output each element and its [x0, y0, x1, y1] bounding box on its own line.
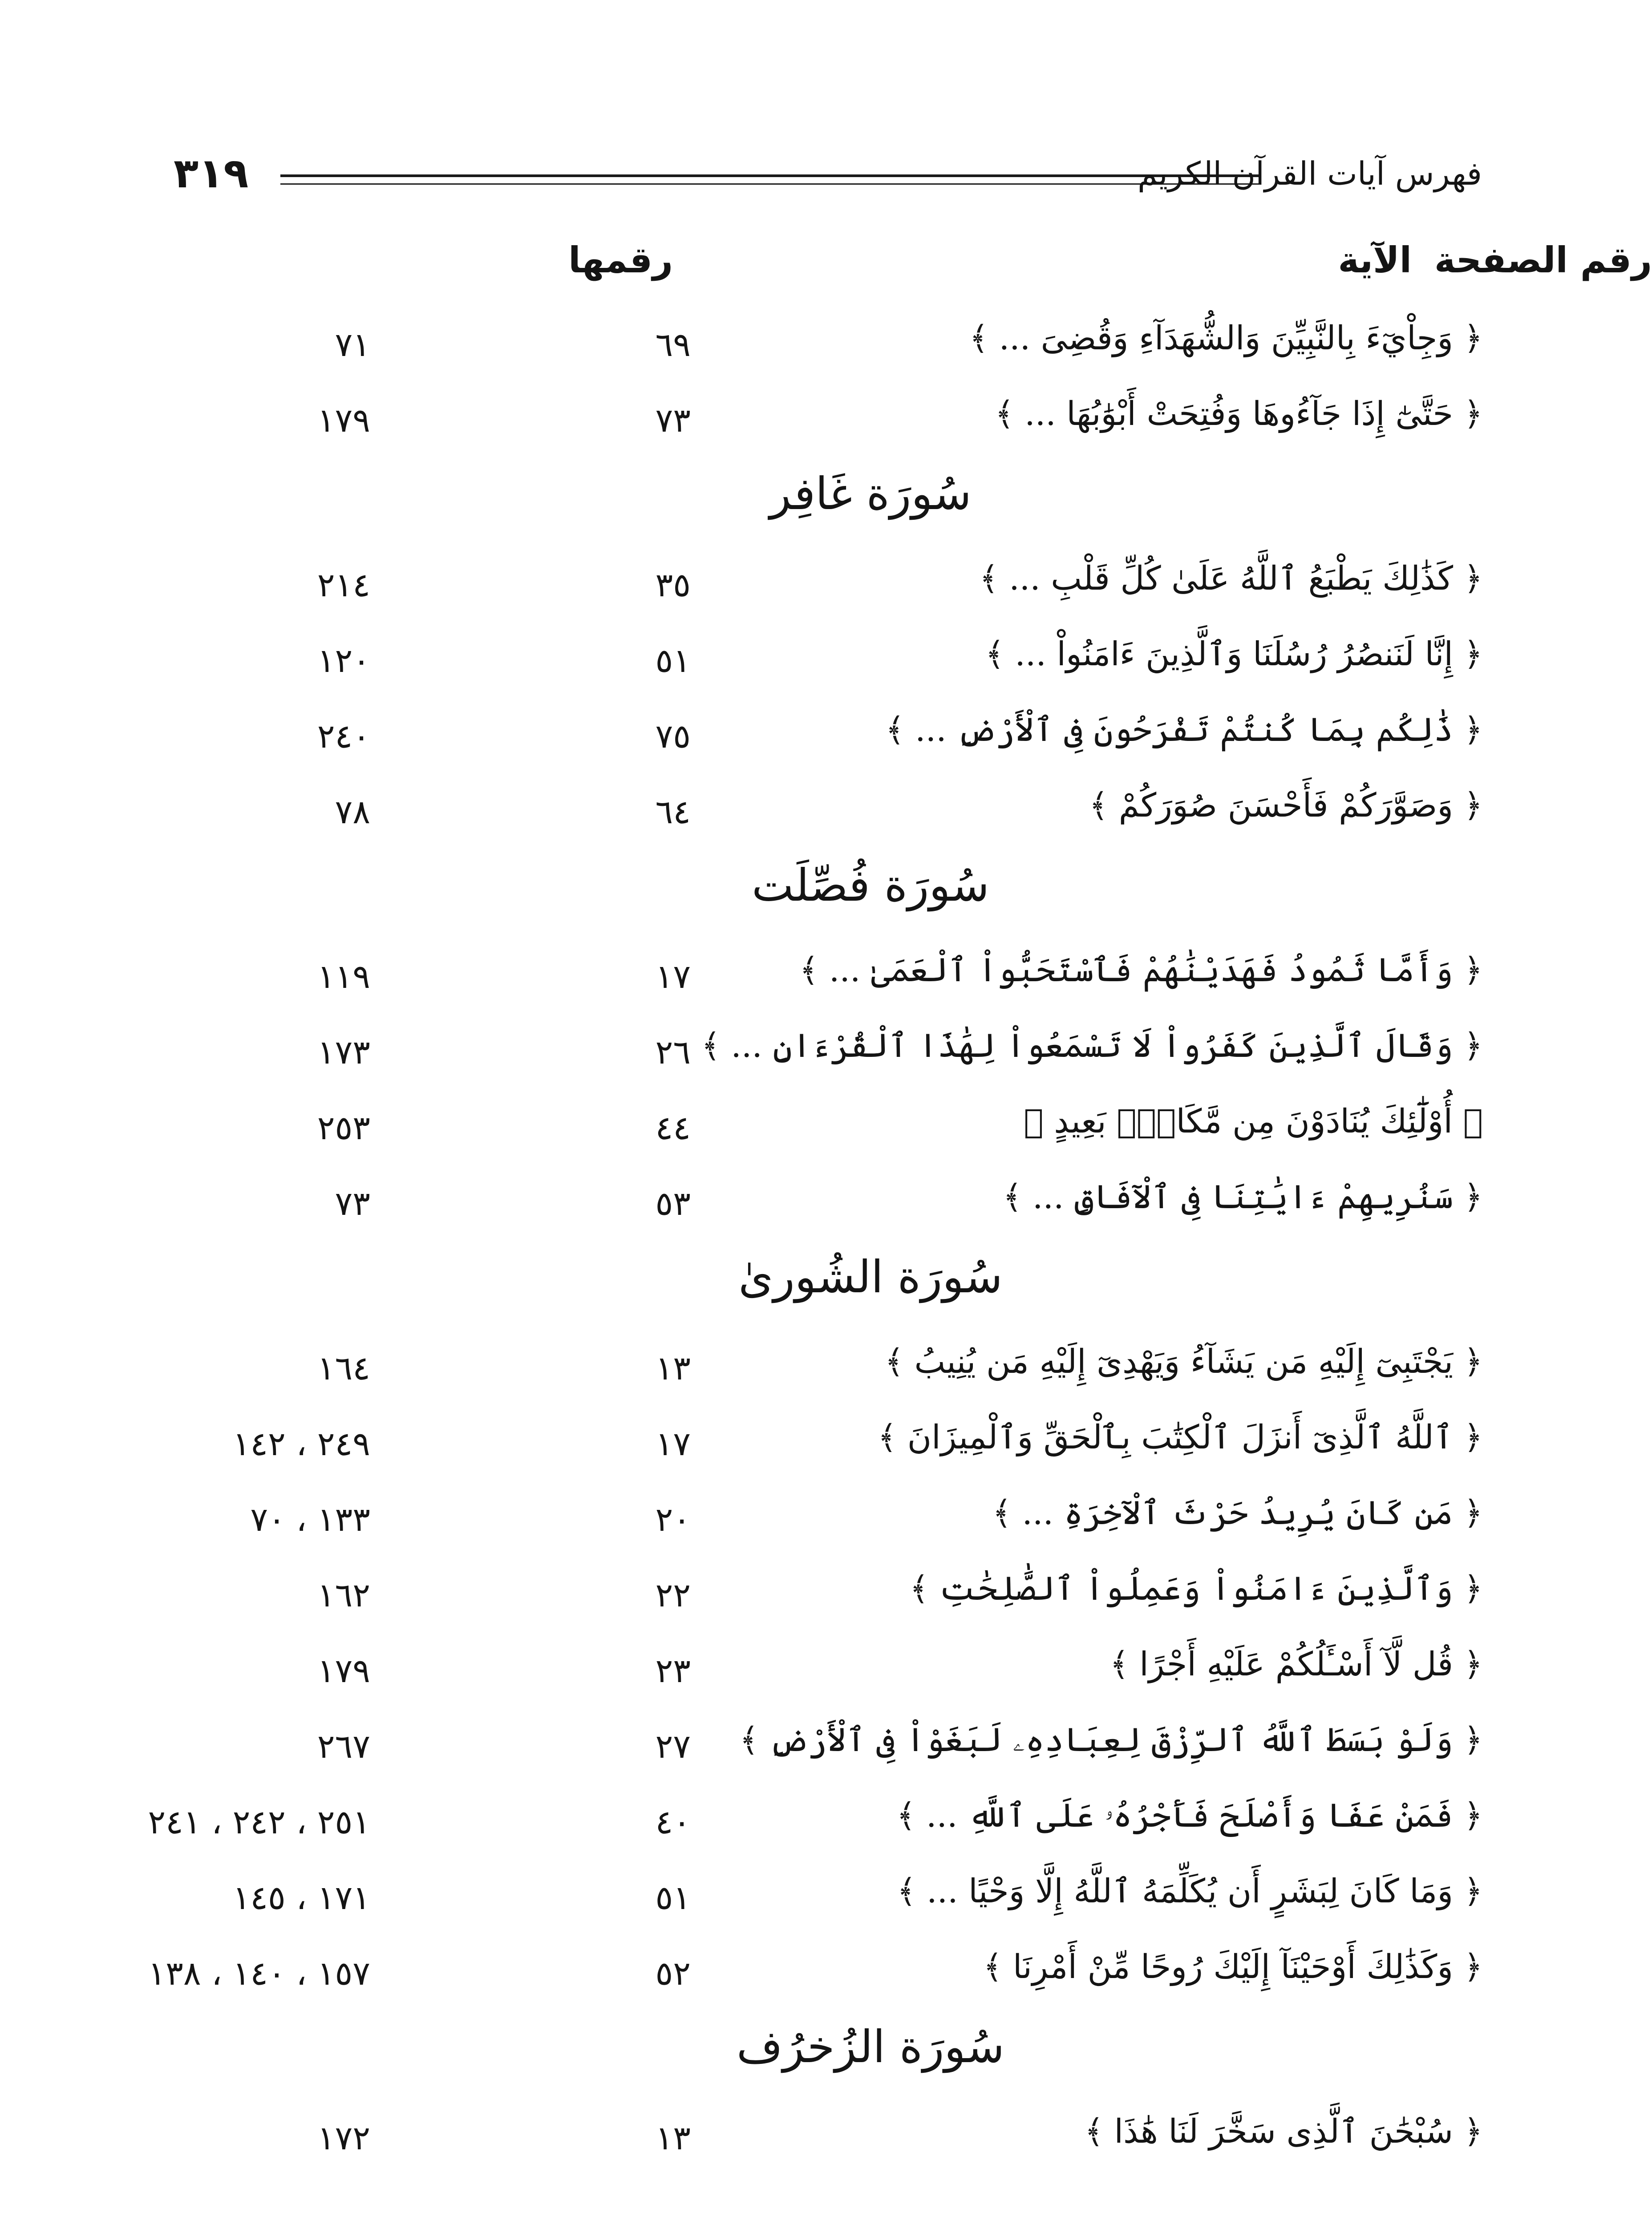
verse-text: ﴿ وَلَوْ بَسَطَ ٱللَّهُ ٱلرِّزْقَ لِعِبَادِهِۦ لَبَغَوْاْ فِى ٱلْأَرْضِ ﴾	[739, 1721, 1483, 1759]
verse-text: ﴿ أُوْلَٰٓئِكَ يُنَادَوْنَ مِن مَّكَانٍۭ بَعِيدٍ ﴾	[1024, 1102, 1483, 1141]
verse-text: ﴿ وَٱلَّذِينَ ءَامَنُواْ وَعَمِلُواْ ٱلصَّٰلِحَٰتِ ﴾	[909, 1570, 1483, 1608]
verse-number: ١٧	[655, 1425, 691, 1463]
page-reference: ١٧٣	[317, 1033, 370, 1072]
page-reference: ٧٣	[335, 1185, 370, 1223]
index-row	[0, 770, 1652, 846]
index-row	[0, 543, 1652, 619]
page-reference: ٢٦٧	[317, 1727, 370, 1766]
page-reference: ١٧١ ، ١٤٥	[232, 1879, 370, 1917]
verse-text: ﴿ وَمَا كَانَ لِبَشَرٍ أَن يُكَلِّمَهُ ٱللَّهُ إِلَّا وَحْيًا ... ﴾	[897, 1872, 1483, 1910]
page-reference: ٢٤٠	[317, 717, 370, 756]
verse-text: ﴿ حَتَّىٰٓ إِذَا جَآءُوهَا وَفُتِحَتْ أَبْوَٰبُهَا ... ﴾	[995, 395, 1483, 433]
verse-text: ﴿ ٱللَّهُ ٱلَّذِىٓ أَنزَلَ ٱلْكِتَٰبَ بِٱلْحَقِّ وَٱلْمِيزَانَ ﴾	[877, 1418, 1483, 1456]
surah-heading-fussilat: سُورَة فُصِّلَت	[752, 859, 989, 911]
page-reference: ١٧٢	[317, 2119, 370, 2157]
page-reference: ١٧٩	[317, 401, 370, 440]
verse-number: ٦٤	[655, 793, 691, 831]
index-row	[0, 1010, 1652, 1086]
page-reference: ٢٤٩ ، ١٤٢	[232, 1425, 370, 1463]
verse-text: ﴿ إِنَّا لَنَنصُرُ رُسُلَنَا وَٱلَّذِينَ ءَامَنُواْ ... ﴾	[985, 635, 1483, 673]
index-row	[0, 934, 1652, 1010]
page-reference: ٢٥٣	[317, 1109, 370, 1147]
verse-text: ﴿ فَمَنْ عَفَا وَأَصْلَحَ فَأَجْرُهُۥ عَلَى ٱللَّهِ ... ﴾	[896, 1796, 1483, 1835]
index-row	[0, 1856, 1652, 1931]
verse-number: ٢٢	[655, 1576, 691, 1614]
verse-number: ٢٠	[655, 1501, 691, 1539]
verse-number: ٤٤	[655, 1109, 691, 1147]
verse-number: ٥١	[655, 1879, 691, 1917]
verse-text: ﴿ وَكَذَٰلِكَ أَوْحَيْنَآ إِلَيْكَ رُوحًا مِّنْ أَمْرِنَا ﴾	[983, 1948, 1483, 1986]
page-reference: ١٦٤	[317, 1349, 370, 1388]
verse-number: ٤٠	[655, 1803, 691, 1841]
verse-number: ٦٩	[655, 326, 691, 364]
verse-number: ٥٣	[655, 1185, 691, 1223]
index-row	[0, 1553, 1652, 1629]
page-reference: ٢٥١ ، ٢٤٢ ، ٢٤١	[148, 1803, 370, 1841]
surah-heading-zukhruf: سُورَة الزُخرُف	[736, 2021, 1004, 2073]
page-reference: ١٥٧ ، ١٤٠ ، ١٣٨	[148, 1954, 370, 1993]
page-reference: ٢١٤	[317, 566, 370, 604]
index-row	[0, 378, 1652, 454]
running-title: فهرس آيات القرآن الكريم	[1138, 155, 1482, 192]
page-reference: ٧١	[335, 326, 370, 364]
index-row	[0, 303, 1652, 378]
page-number: ٣١٩	[174, 150, 249, 197]
verse-text: ﴿ وَقَالَ ٱلَّذِينَ كَفَرُواْ لَا تَسْمَعُواْ لِهَٰذَا ٱلْقُرْءَانِ ... ﴾	[701, 1027, 1483, 1065]
index-row	[0, 1931, 1652, 2007]
page-reference: ١٦٢	[317, 1576, 370, 1614]
verse-text: ﴿ وَأَمَّا ثَمُودُ فَهَدَيْنَٰهُمْ فَٱسْتَحَبُّواْ ٱلْعَمَىٰ ... ﴾	[799, 951, 1483, 989]
index-row	[0, 1780, 1652, 1856]
verse-number: ٥٢	[655, 1954, 691, 1993]
verse-text: ﴿ سَنُرِيهِمْ ءَايَٰتِنَا فِى ٱلْآفَاقِ ... ﴾	[1003, 1178, 1483, 1216]
index-row	[0, 619, 1652, 694]
verse-text: ﴿ قُل لَّآ أَسْـَٔلُكُمْ عَلَيْهِ أَجْرًا ﴾	[1109, 1645, 1483, 1683]
index-row	[0, 1326, 1652, 1402]
surah-heading-shura: سُورَة الشُورىٰ	[738, 1251, 1003, 1303]
index-row	[0, 1477, 1652, 1553]
page-reference: ١٣٣ ، ٧٠	[250, 1501, 370, 1539]
index-row	[0, 694, 1652, 770]
header-rule-thin	[280, 183, 1259, 185]
header-rule	[280, 174, 1259, 177]
page-reference: ١٧٩	[317, 1652, 370, 1690]
verse-text: ﴿ سُبْحَٰنَ ٱلَّذِى سَخَّرَ لَنَا هَٰذَا ﴾	[1084, 2112, 1483, 2151]
verse-text: ﴿ يَجْتَبِىٓ إِلَيْهِ مَن يَشَآءُ وَيَهْدِىٓ إِلَيْهِ مَن يُنِيبُ ﴾	[884, 1343, 1483, 1381]
page-reference: ٧٨	[335, 793, 370, 831]
verse-number: ١٣	[655, 2119, 691, 2157]
verse-number: ١٧	[655, 958, 691, 996]
index-row	[0, 1629, 1652, 1704]
verse-text: ﴿ وَصَوَّرَكُمْ فَأَحْسَنَ صُوَرَكُمْ ﴾	[1089, 786, 1483, 825]
verse-number: ٧٥	[655, 717, 691, 756]
index-row	[0, 1161, 1652, 1237]
verse-text: ﴿ مَن كَانَ يُرِيدُ حَرْثَ ٱلْآخِرَةِ ... ﴾	[992, 1494, 1483, 1532]
column-heading-verse: الآية	[1338, 239, 1412, 281]
verse-number: ٢٧	[655, 1727, 691, 1766]
index-row	[0, 2096, 1652, 2172]
verse-number: ١٣	[655, 1349, 691, 1388]
verse-number: ٢٣	[655, 1652, 691, 1690]
running-header	[147, 147, 1482, 200]
verse-number: ٧٣	[655, 401, 691, 440]
verse-number: ٣٥	[655, 566, 691, 604]
verse-text: ﴿ ذَٰلِكُم بِمَا كُنتُمْ تَفْرَحُونَ فِى ٱلْأَرْضِ ... ﴾	[885, 711, 1483, 749]
verse-text: ﴿ كَذَٰلِكَ يَطْبَعُ ٱللَّهُ عَلَىٰ كُلِّ قَلْبِ ... ﴾	[979, 559, 1483, 598]
index-row	[0, 1086, 1652, 1161]
verse-number: ٢٦	[655, 1033, 691, 1072]
index-row	[0, 1704, 1652, 1780]
column-heading-page-number: رقم الصفحة	[1434, 239, 1652, 281]
verse-number: ٥١	[655, 642, 691, 680]
verse-text: ﴿ وَجِاْيٓءَ بِالنَّبِيِّنَ وَالشُّهَدَآءِ وَقُضِىَ ... ﴾	[969, 319, 1483, 357]
page-reference: ١٢٠	[317, 642, 370, 680]
index-entries	[0, 303, 1652, 2172]
surah-heading-ghafir: سُورَة غَافِر	[769, 468, 972, 520]
column-heading-verse-number: رقمها	[568, 239, 673, 281]
index-row	[0, 1402, 1652, 1477]
page-reference: ١١٩	[317, 958, 370, 996]
